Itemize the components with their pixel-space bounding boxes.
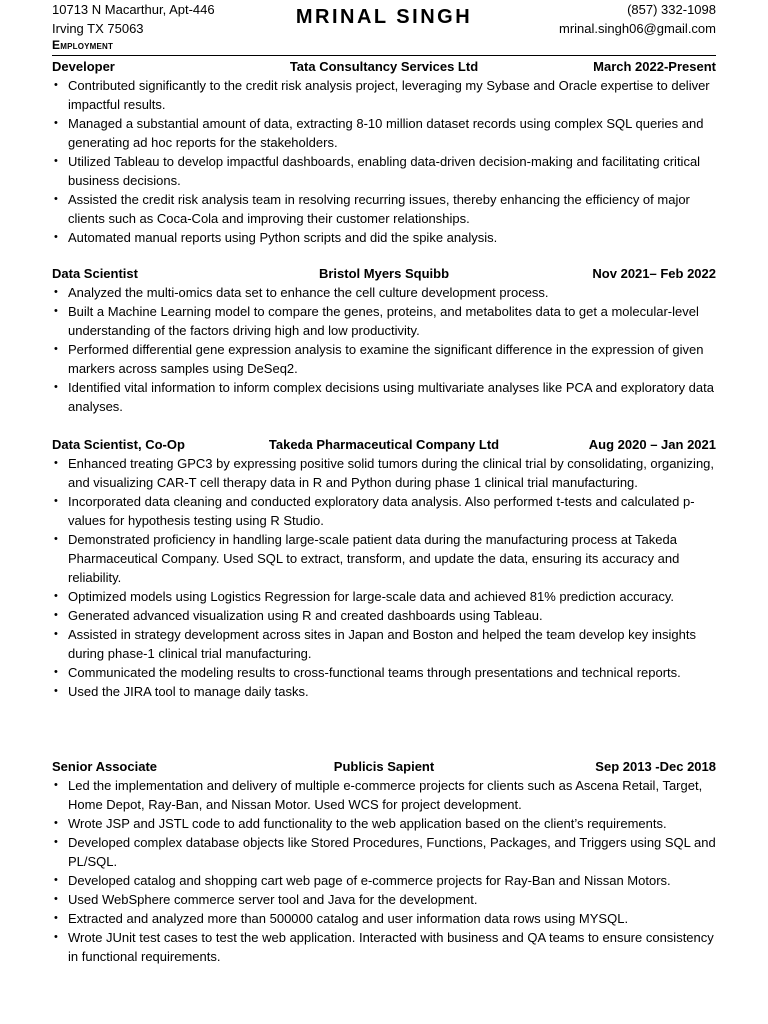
job-company: Bristol Myers Squibb: [318, 266, 450, 281]
job-company: Tata Consultancy Services Ltd: [289, 59, 479, 74]
bullet-item: • Wrote JSP and JSTL code to add functionality to the web application based on the client’s requirements.: [52, 814, 716, 833]
job-header: [52, 435, 716, 454]
job-bullets: [52, 454, 716, 701]
bullet-item: • Wrote JUnit test cases to test the web application. Interacted with business and QA teams to ensure consistency in functional requirements.: [52, 928, 716, 966]
contact-block: [559, 0, 716, 38]
job-dates: Aug 2020 – Jan 2021: [588, 437, 716, 452]
bullet-item: • Led the implementation and delivery of multiple e-commerce projects for clients such as Ascena Retail, Target, Home Depot, Ray-Ban, and Nissan Motor. Used WCS for project development.: [52, 776, 716, 814]
bullet-item: • Assisted in strategy development across sites in Japan and Boston and helped the team develop key insights during phase-1 clinical trial manufacturing.: [52, 625, 716, 663]
job-bullets: [52, 76, 716, 247]
bullet-item: • Demonstrated proficiency in handling large-scale patient data during the manufacturing process at Takeda Pharmaceutical Company. Used SQL to extract, transform, and update the data, ensuring its accuracy and reliability.: [52, 530, 716, 587]
bullet-item: • Utilized Tableau to develop impactful dashboards, enabling data-driven decision-making and facilitating critical business decisions.: [52, 152, 716, 190]
job-title: Developer: [52, 59, 115, 74]
bullet-item: • Analyzed the multi-omics data set to enhance the cell culture development process.: [52, 283, 716, 302]
job-company: Publicis Sapient: [333, 759, 435, 774]
bullet-item: • Developed complex database objects like Stored Procedures, Functions, Packages, and Triggers using SQL and PL/SQL.: [52, 833, 716, 871]
bullet-item: • Contributed significantly to the credit risk analysis project, leveraging my Sybase and Oracle expertise to deliver impactful results.: [52, 76, 716, 114]
bullet-item: • Assisted the credit risk analysis team in resolving recurring issues, thereby enhancing the efficiency of major clients such as Coca-Cola and improving their customer relationships.: [52, 190, 716, 228]
job-entry: [52, 757, 716, 966]
job-header: [52, 264, 716, 283]
bullet-item: • Managed a substantial amount of data, extracting 8-10 million dataset records using complex SQL queries and generating ad hoc reports for the stakeholders.: [52, 114, 716, 152]
job-entry: [52, 57, 716, 247]
bullet-item: • Used WebSphere commerce server tool and Java for the development.: [52, 890, 716, 909]
email-address[interactable]: mrinal.singh06@gmail.com: [559, 21, 716, 36]
job-dates: Nov 2021– Feb 2022: [592, 266, 716, 281]
address-line-1: 10713 N Macarthur, Apt-446: [52, 2, 215, 17]
bullet-item: • Built a Machine Learning model to compare the genes, proteins, and metabolites data to get a molecular-level understanding of the factors driving high and low productivity.: [52, 302, 716, 340]
job-bullets: [52, 776, 716, 966]
bullet-item: • Developed catalog and shopping cart web page of e-commerce projects for Ray-Ban and Nissan Motors.: [52, 871, 716, 890]
bullet-item: • Extracted and analyzed more than 500000 catalog and user information data rows using MYSQL.: [52, 909, 716, 928]
bullet-item: • Optimized models using Logistics Regression for large-scale data and achieved 81% prediction accuracy.: [52, 587, 716, 606]
job-entry: [52, 264, 716, 416]
phone-number: (857) 332-1098: [627, 2, 716, 17]
bullet-item: • Communicated the modeling results to cross-functional teams through presentations and technical reports.: [52, 663, 716, 682]
bullet-item: • Used the JIRA tool to manage daily tasks.: [52, 682, 716, 701]
job-title: Senior Associate: [52, 759, 158, 774]
bullet-item: • Performed differential gene expression analysis to examine the significant difference in the expression of given markers across samples using DeSeq2.: [52, 340, 716, 378]
job-header: [52, 757, 716, 776]
job-dates: March 2022-Present: [593, 59, 716, 74]
bullet-item: • Identified vital information to inform complex decisions using multivariate analyses like PCA and exploratory data analyses.: [52, 378, 716, 416]
bullet-item: • Generated advanced visualization using R and created dashboards using Tableau.: [52, 606, 716, 625]
job-bullets: [52, 283, 716, 416]
job-header: [52, 57, 716, 76]
bullet-item: • Incorporated data cleaning and conducted exploratory data analysis. Also performed t-tests and calculated p-values for hypothesis testing using R Studio.: [52, 492, 716, 530]
job-dates: Sep 2013 -Dec 2018: [595, 759, 716, 774]
bullet-item: • Enhanced treating GPC3 by expressing positive solid tumors during the clinical trial by consolidating, organizing, and visualizing CAR-T cell therapy data in R and Python during phase 1 clinical trial manufacturing.: [52, 454, 716, 492]
job-entry: [52, 435, 716, 701]
bullet-item: • Automated manual reports using Python scripts and did the spike analysis.: [52, 228, 716, 247]
section-title-employment: Employment: [52, 38, 114, 52]
candidate-name: MRINAL SINGH: [295, 6, 473, 28]
job-title: Data Scientist, Co-Op: [52, 437, 185, 452]
address-line-2: Irving TX 75063: [52, 21, 144, 36]
job-title: Data Scientist: [52, 266, 138, 281]
job-company: Takeda Pharmaceutical Company Ltd: [268, 437, 500, 452]
section-divider: [52, 55, 716, 56]
